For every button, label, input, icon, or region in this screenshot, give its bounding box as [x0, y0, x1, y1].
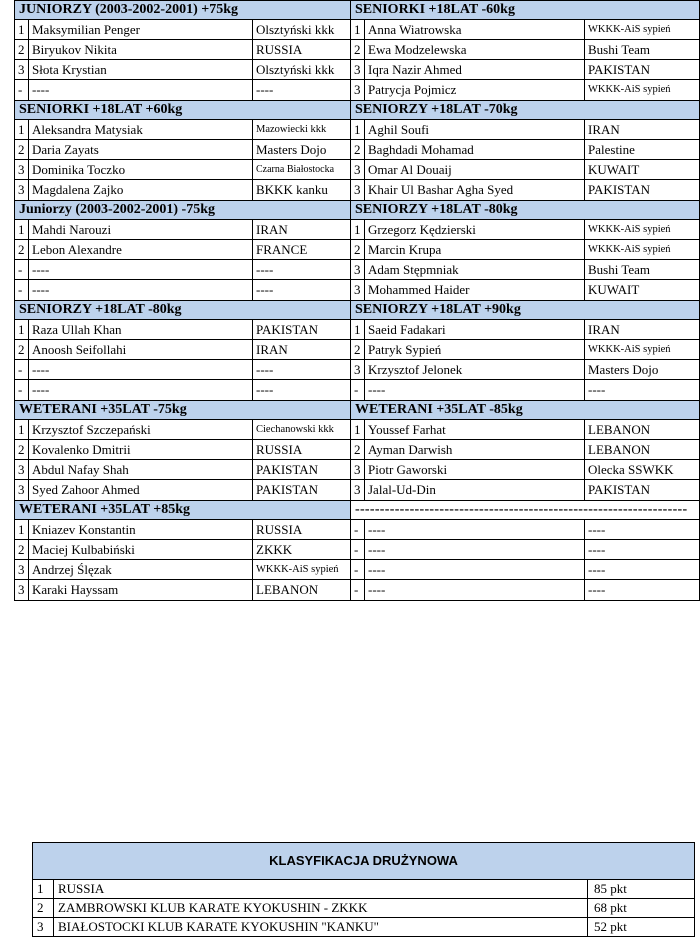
competitor-name: Ewa Modzelewska [365, 40, 585, 59]
competitor-name: Saeid Fadakari [365, 320, 585, 339]
category-block [350, 1, 700, 101]
result-row [15, 120, 350, 140]
competitor-name: Mahdi Narouzi [29, 220, 253, 239]
competitor-name: Marcin Krupa [365, 240, 585, 259]
competitor-name: ---- [365, 560, 585, 579]
team-rank: 3 [33, 918, 54, 936]
competitor-club: WKKK-AiS sypień [588, 84, 671, 95]
competitor-name: Aleksandra Matysiak [29, 120, 253, 139]
result-row [351, 240, 699, 260]
place-number: 2 [15, 140, 29, 159]
competitor-club: IRAN [256, 222, 288, 237]
result-row [15, 160, 350, 180]
place-number: 1 [15, 220, 29, 239]
competitor-club: LEBANON [588, 442, 651, 457]
result-row [351, 120, 699, 140]
place-number: 1 [351, 20, 365, 39]
place-number: 2 [351, 40, 365, 59]
place-number: 1 [15, 520, 29, 539]
place-number: 3 [15, 460, 29, 479]
result-row [15, 360, 350, 380]
result-row [351, 20, 699, 40]
competitor-club: WKKK-AiS sypień [588, 24, 671, 35]
category-block [14, 101, 350, 201]
competitor-name: Abdul Nafay Shah [29, 460, 253, 479]
team-classification-table [32, 842, 695, 937]
category-title: SENIORZY +18LAT -80kg [15, 301, 350, 320]
result-row [351, 460, 699, 480]
place-number: 1 [351, 120, 365, 139]
category-title: JUNIORZY (2003-2002-2001) +75kg [15, 1, 350, 20]
category-block [350, 101, 700, 201]
result-row [15, 220, 350, 240]
competitor-club: Mazowiecki kkk [256, 124, 327, 135]
competitor-club: LEBANON [256, 582, 319, 597]
competitor-name: Anna Wiatrowska [365, 20, 585, 39]
competitor-club: PAKISTAN [588, 182, 651, 197]
competitor-club: Olsztyński kkk [256, 62, 335, 77]
competitor-name: Słota Krystian [29, 60, 253, 79]
result-row [351, 60, 699, 80]
competitor-name: Baghdadi Mohamad [365, 140, 585, 159]
competitor-name: Kniazev Konstantin [29, 520, 253, 539]
category-block [14, 401, 350, 501]
result-row [351, 40, 699, 60]
competitor-name: ---- [365, 540, 585, 559]
category-block [350, 301, 700, 401]
competitor-name: Magdalena Zajko [29, 180, 253, 200]
competitor-club: ---- [256, 382, 274, 397]
competitor-club: KUWAIT [588, 282, 640, 297]
result-row [351, 440, 699, 460]
place-number: 3 [15, 60, 29, 79]
competitor-club: IRAN [588, 322, 620, 337]
place-number: 2 [15, 340, 29, 359]
team-row [33, 918, 694, 936]
place-number: 3 [15, 560, 29, 579]
competitor-club: IRAN [256, 342, 288, 357]
competitor-club: Masters Dojo [256, 142, 327, 157]
competitor-club: ---- [256, 82, 274, 97]
place-number: - [351, 520, 365, 539]
competitor-name: Jalal-Ud-Din [365, 480, 585, 500]
place-number: 2 [351, 140, 365, 159]
result-row [351, 380, 699, 400]
competitor-club: Bushi Team [588, 262, 651, 277]
team-name: BIAŁOSTOCKI KLUB KARATE KYOKUSHIN "KANKU" [54, 918, 588, 936]
competitor-club: PAKISTAN [256, 482, 319, 497]
result-row [351, 520, 699, 540]
place-number: - [15, 380, 29, 400]
competitor-club: KUWAIT [588, 162, 640, 177]
place-number: 1 [15, 320, 29, 339]
competitor-club: RUSSIA [256, 442, 303, 457]
result-row [15, 20, 350, 40]
competitor-name: Kovalenko Dmitrii [29, 440, 253, 459]
result-row [15, 240, 350, 260]
result-row [351, 220, 699, 240]
team-row [33, 899, 694, 918]
result-row [15, 540, 350, 560]
place-number: - [15, 260, 29, 279]
competitor-club: Masters Dojo [588, 362, 659, 377]
competitor-club: Czarna Białostocka [256, 164, 335, 175]
result-row [351, 580, 699, 600]
result-row [15, 320, 350, 340]
result-row [351, 260, 699, 280]
competitor-name: Grzegorz Kędzierski [365, 220, 585, 239]
competitor-club: ---- [588, 582, 606, 597]
competitor-club: Palestine [588, 142, 635, 157]
place-number: 3 [351, 260, 365, 279]
competitor-name: Patryk Sypień [365, 340, 585, 359]
place-number: - [351, 560, 365, 579]
competitor-club: PAKISTAN [256, 462, 319, 477]
competitor-club: PAKISTAN [256, 322, 319, 337]
result-row [15, 560, 350, 580]
category-block [350, 501, 700, 601]
competitor-club: WKKK-AiS sypień [588, 224, 671, 235]
team-name: ZAMBROWSKI KLUB KARATE KYOKUSHIN - ZKKK [54, 899, 588, 917]
team-name: RUSSIA [54, 880, 588, 898]
competitor-name: Omar Al Douaij [365, 160, 585, 179]
result-row [351, 140, 699, 160]
results-grid [14, 0, 700, 601]
competitor-name: Adam Stępmniak [365, 260, 585, 279]
category-block [14, 1, 350, 101]
competitor-club: WKKK-AiS sypień [256, 564, 339, 575]
place-number: - [15, 280, 29, 300]
competitor-name: Maciej Kulbabiński [29, 540, 253, 559]
competitor-name: Daria Zayats [29, 140, 253, 159]
competitor-name: Anoosh Seifollahi [29, 340, 253, 359]
result-row [351, 180, 699, 200]
place-number: 2 [15, 440, 29, 459]
competitor-name: Aghil Soufi [365, 120, 585, 139]
place-number: 3 [351, 280, 365, 300]
competitor-club: BKKK kanku [256, 182, 328, 197]
competitor-name: ---- [29, 260, 253, 279]
competitor-name: ---- [365, 520, 585, 539]
result-row [15, 60, 350, 80]
competitor-club: Ciechanowski kkk [256, 424, 334, 435]
team-points: 68 pkt [594, 900, 627, 915]
competitor-club: ---- [588, 542, 606, 557]
place-number: 2 [15, 540, 29, 559]
competitor-name: ---- [29, 380, 253, 400]
competitor-name: Dominika Toczko [29, 160, 253, 179]
result-row [15, 280, 350, 300]
place-number: 3 [15, 160, 29, 179]
team-classification-title: KLASYFIKACJA DRUŻYNOWA [33, 843, 694, 880]
competitor-name: ---- [365, 580, 585, 600]
result-row [15, 260, 350, 280]
category-block [14, 501, 350, 601]
place-number: 3 [351, 360, 365, 379]
place-number: - [351, 380, 365, 400]
result-row [351, 160, 699, 180]
place-number: 3 [15, 580, 29, 600]
competitor-name: Syed Zahoor Ahmed [29, 480, 253, 500]
competitor-club: ---- [256, 282, 274, 297]
competitor-name: Raza Ullah Khan [29, 320, 253, 339]
category-title: WETERANI +35LAT -75kg [15, 401, 350, 420]
competitor-club: LEBANON [588, 422, 651, 437]
place-number: 1 [351, 420, 365, 439]
competitor-name: ---- [29, 360, 253, 379]
place-number: - [351, 540, 365, 559]
result-row [15, 180, 350, 200]
competitor-name: Krzysztof Jelonek [365, 360, 585, 379]
category-title: SENIORZY +18LAT +90kg [351, 301, 699, 320]
competitor-club: RUSSIA [256, 522, 303, 537]
result-row [15, 40, 350, 60]
category-block [350, 401, 700, 501]
team-row [33, 880, 694, 899]
competitor-name: Patrycja Pojmicz [365, 80, 585, 100]
category-title: WETERANI +35LAT +85kg [15, 501, 350, 520]
place-number: 3 [351, 180, 365, 200]
result-row [15, 460, 350, 480]
competitor-club: PAKISTAN [588, 482, 651, 497]
competitor-name: Biryukov Nikita [29, 40, 253, 59]
place-number: 1 [15, 420, 29, 439]
place-number: 2 [15, 240, 29, 259]
team-rank: 2 [33, 899, 54, 917]
competitor-name: ---- [29, 80, 253, 100]
place-number: 2 [351, 340, 365, 359]
competitor-club: ---- [588, 562, 606, 577]
competitor-name: Mohammed Haider [365, 280, 585, 300]
competitor-name: Ayman Darwish [365, 440, 585, 459]
competitor-club: Bushi Team [588, 42, 651, 57]
competitor-name: Lebon Alexandre [29, 240, 253, 259]
competitor-club: PAKISTAN [588, 62, 651, 77]
competitor-club: WKKK-AiS sypień [588, 344, 671, 355]
competitor-club: ---- [588, 522, 606, 537]
competitor-name: Krzysztof Szczepański [29, 420, 253, 439]
competitor-name: ---- [365, 380, 585, 400]
result-row [15, 380, 350, 400]
result-row [351, 420, 699, 440]
team-rank: 1 [33, 880, 54, 898]
category-title: SENIORZY +18LAT -80kg [351, 201, 699, 220]
competitor-club: Olecka SSWKK [588, 462, 674, 477]
competitor-club: Olsztyński kkk [256, 22, 335, 37]
result-row [351, 540, 699, 560]
competitor-name: Piotr Gaworski [365, 460, 585, 479]
place-number: 2 [15, 40, 29, 59]
result-row [15, 340, 350, 360]
result-row [351, 360, 699, 380]
result-row [15, 420, 350, 440]
competitor-name: ---- [29, 280, 253, 300]
result-row [351, 80, 699, 100]
place-number: 3 [351, 160, 365, 179]
category-title: SENIORKI +18LAT +60kg [15, 101, 350, 120]
result-row [15, 140, 350, 160]
competitor-club: RUSSIA [256, 42, 303, 57]
place-number: 1 [15, 20, 29, 39]
result-row [15, 80, 350, 100]
category-title: Juniorzy (2003-2002-2001) -75kg [15, 201, 350, 220]
result-row [351, 280, 699, 300]
place-number: 3 [15, 480, 29, 500]
category-title: SENIORZY +18LAT -70kg [351, 101, 699, 120]
place-number: 3 [351, 460, 365, 479]
competitor-name: Andrzej Ślęzak [29, 560, 253, 579]
competitor-club: ZKKK [256, 542, 293, 557]
competitor-club: IRAN [588, 122, 620, 137]
category-title: SENIORKI +18LAT -60kg [351, 1, 699, 20]
place-number: 3 [351, 480, 365, 500]
competitor-name: Iqra Nazir Ahmed [365, 60, 585, 79]
competitor-club: WKKK-AiS sypień [588, 244, 671, 255]
result-row [351, 340, 699, 360]
competitor-club: ---- [588, 382, 606, 397]
competitor-club: ---- [256, 362, 274, 377]
competitor-name: Khair Ul Bashar Agha Syed [365, 180, 585, 200]
team-points: 85 pkt [594, 881, 627, 896]
category-block [350, 201, 700, 301]
place-number: - [351, 580, 365, 600]
category-block [14, 301, 350, 401]
team-rows [33, 880, 694, 936]
category-title: ------------------------------------------------------------------- [351, 501, 699, 520]
team-points: 52 pkt [594, 919, 627, 934]
result-row [351, 480, 699, 500]
competitor-name: Youssef Farhat [365, 420, 585, 439]
result-row [15, 520, 350, 540]
place-number: 3 [351, 60, 365, 79]
result-row [15, 580, 350, 600]
place-number: 1 [351, 320, 365, 339]
place-number: 2 [351, 240, 365, 259]
place-number: 3 [15, 180, 29, 200]
category-title: WETERANI +35LAT -85kg [351, 401, 699, 420]
competitor-name: Maksymilian Penger [29, 20, 253, 39]
result-row [15, 480, 350, 500]
place-number: 3 [351, 80, 365, 100]
competitor-name: Karaki Hayssam [29, 580, 253, 600]
place-number: 1 [15, 120, 29, 139]
place-number: - [15, 360, 29, 379]
competitor-club: ---- [256, 262, 274, 277]
result-row [351, 560, 699, 580]
result-row [351, 320, 699, 340]
place-number: 2 [351, 440, 365, 459]
competitor-club: FRANCE [256, 242, 308, 257]
category-block [14, 201, 350, 301]
result-row [15, 440, 350, 460]
place-number: 1 [351, 220, 365, 239]
place-number: - [15, 80, 29, 100]
